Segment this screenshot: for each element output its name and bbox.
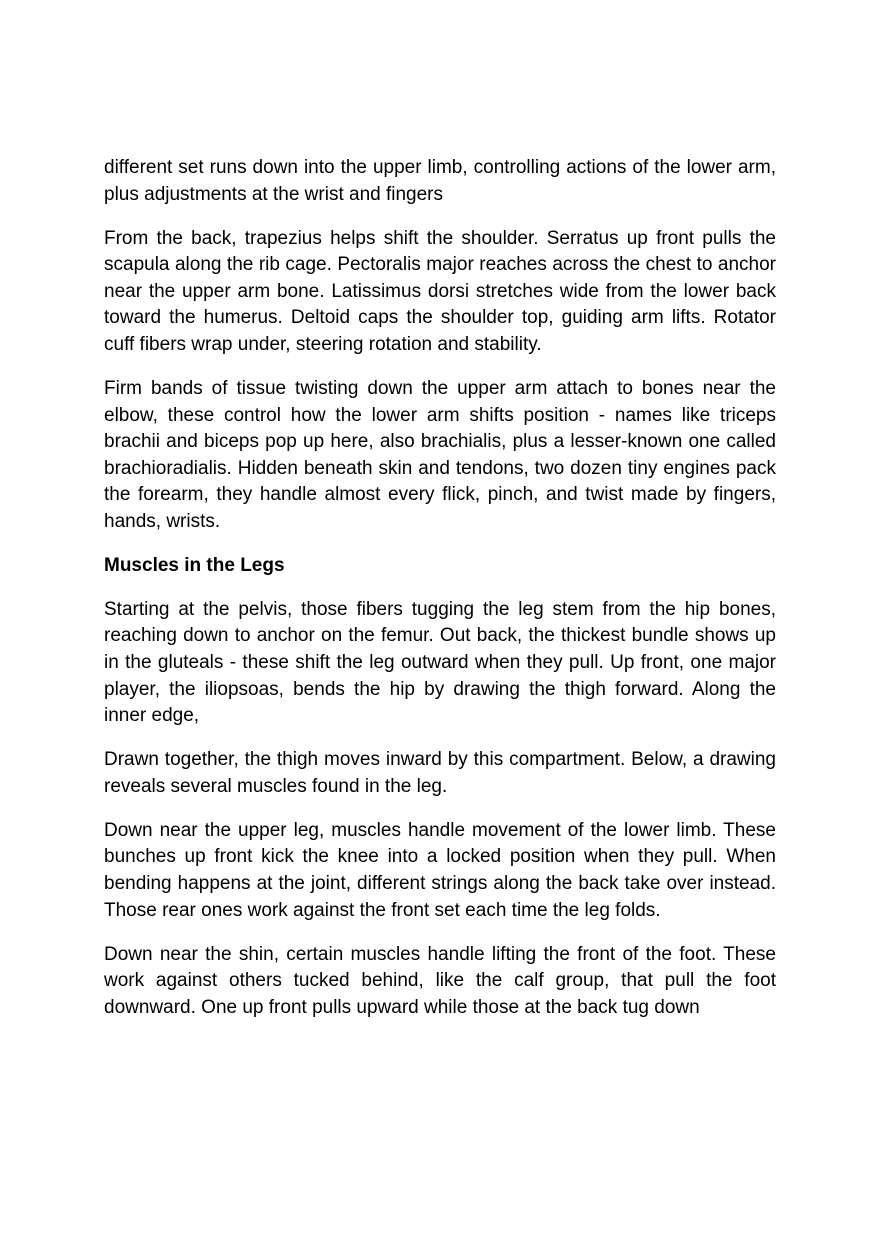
section-heading-legs: Muscles in the Legs: [104, 554, 285, 576]
paragraph-hip-muscles: Starting at the pelvis, those fibers tugging the leg stem from the hip bones, reaching down to anchor on the femur. Out back, the thickest bundle shows up in the gluteals - these shift the leg outward when they pull. Up front, one major player, the iliopsoas, bends the hip by drawing the thigh forward. Along the inner edge,: [104, 598, 776, 727]
document-body: [104, 155, 776, 1039]
paragraph-upper-arm-forearm: Firm bands of tissue twisting down the upper arm attach to bones near the elbow, these control how the lower arm shifts position - names like triceps brachii and biceps pop up here, also brachialis, plus a lesser-known one called brachioradialis. Hidden beneath skin and tendons, two dozen tiny engines pack the forearm, they handle almost every flick, pinch, and twist made by fingers, hands, wrists.: [104, 377, 776, 532]
paragraph-upper-leg-muscles: Down near the upper leg, muscles handle movement of the lower limb. These bunches up front kick the knee into a locked position when they pull. When bending happens at the joint, different strings along the back take over instead. Those rear ones work against the front set each time the leg folds.: [104, 819, 776, 921]
paragraph-thigh-adductors: Drawn together, the thigh moves inward by this compartment. Below, a drawing reveals several muscles found in the leg.: [104, 749, 776, 797]
paragraph-arm-nerves: different set runs down into the upper limb, controlling actions of the lower arm, plus adjustments at the wrist and fingers: [104, 157, 776, 205]
paragraph-shin-muscles: Down near the shin, certain muscles handle lifting the front of the foot. These work against others tucked behind, like the calf group, that pull the foot downward. One up front pulls upward while those at the back tug down: [104, 943, 776, 1018]
paragraph-shoulder-muscles: From the back, trapezius helps shift the shoulder. Serratus up front pulls the scapula along the rib cage. Pectoralis major reaches across the chest to anchor near the upper arm bone. Latissimus dorsi stretches wide from the lower back toward the humerus. Deltoid caps the shoulder top, guiding arm lifts. Rotator cuff fibers wrap under, steering rotation and stability.: [104, 227, 776, 355]
